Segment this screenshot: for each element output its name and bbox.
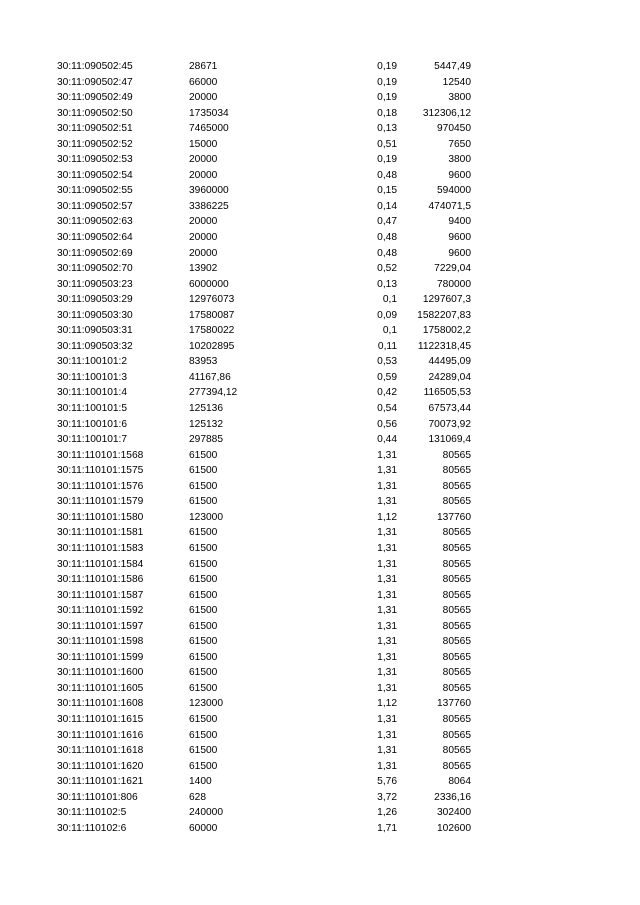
amount-value-cell: 80565 xyxy=(442,496,471,508)
rate-value-cell: 0,14 xyxy=(377,200,397,212)
area-value-cell: 61500 xyxy=(189,682,218,694)
table-row xyxy=(0,121,640,137)
rate-value-cell: 1,31 xyxy=(377,465,397,477)
table-row xyxy=(0,323,640,339)
table-row xyxy=(0,728,640,744)
area-value-cell: 125136 xyxy=(189,403,223,415)
cadastral-number-cell: 30:11:110101:1568 xyxy=(57,449,144,461)
table-row xyxy=(0,696,640,712)
amount-value-cell: 80565 xyxy=(442,605,471,617)
spreadsheet-table xyxy=(0,59,640,836)
rate-value-cell: 0,1 xyxy=(382,325,397,337)
table-row xyxy=(0,494,640,510)
table-row xyxy=(0,261,640,277)
cadastral-number-cell: 30:11:110101:1580 xyxy=(57,511,144,523)
area-value-cell: 61500 xyxy=(189,542,218,554)
area-value-cell: 61500 xyxy=(189,527,218,539)
amount-value-cell: 80565 xyxy=(442,620,471,632)
cadastral-number-cell: 30:11:090502:47 xyxy=(57,76,133,88)
rate-value-cell: 0,59 xyxy=(377,371,397,383)
cadastral-number-cell: 30:11:110101:1576 xyxy=(57,480,144,492)
cadastral-number-cell: 30:11:100101:2 xyxy=(57,356,128,368)
cadastral-number-cell: 30:11:110101:1592 xyxy=(57,605,144,617)
area-value-cell: 7465000 xyxy=(189,123,229,135)
rate-value-cell: 0,19 xyxy=(377,92,397,104)
area-value-cell: 61500 xyxy=(189,480,218,492)
table-row xyxy=(0,790,640,806)
area-value-cell: 61500 xyxy=(189,729,218,741)
amount-value-cell: 80565 xyxy=(442,713,471,725)
cadastral-number-cell: 30:11:110101:806 xyxy=(57,791,138,803)
cadastral-number-cell: 30:11:110101:1581 xyxy=(57,527,144,539)
amount-value-cell: 1582207,83 xyxy=(417,309,471,321)
rate-value-cell: 0,15 xyxy=(377,185,397,197)
area-value-cell: 240000 xyxy=(189,807,223,819)
cadastral-number-cell: 30:11:100101:6 xyxy=(57,418,128,430)
cadastral-number-cell: 30:11:110101:1599 xyxy=(57,651,144,663)
cadastral-number-cell: 30:11:090503:29 xyxy=(57,294,133,306)
table-row xyxy=(0,339,640,355)
area-value-cell: 60000 xyxy=(189,822,218,834)
area-value-cell: 277394,12 xyxy=(189,387,238,399)
rate-value-cell: 0,48 xyxy=(377,232,397,244)
rate-value-cell: 1,12 xyxy=(377,511,397,523)
cadastral-number-cell: 30:11:090502:53 xyxy=(57,154,133,166)
area-value-cell: 125132 xyxy=(189,418,223,430)
area-value-cell: 15000 xyxy=(189,138,218,150)
cadastral-number-cell: 30:11:110101:1598 xyxy=(57,636,144,648)
amount-value-cell: 7650 xyxy=(448,138,471,150)
rate-value-cell: 0,56 xyxy=(377,418,397,430)
table-row xyxy=(0,183,640,199)
area-value-cell: 10202895 xyxy=(189,340,235,352)
rate-value-cell: 0,54 xyxy=(377,403,397,415)
cadastral-number-cell: 30:11:090502:52 xyxy=(57,138,133,150)
cadastral-number-cell: 30:11:090502:50 xyxy=(57,107,133,119)
table-row xyxy=(0,759,640,775)
area-value-cell: 61500 xyxy=(189,620,218,632)
amount-value-cell: 67573,44 xyxy=(428,403,471,415)
amount-value-cell: 9600 xyxy=(448,232,471,244)
amount-value-cell: 9600 xyxy=(448,247,471,259)
table-row xyxy=(0,370,640,386)
rate-value-cell: 0,42 xyxy=(377,387,397,399)
cadastral-number-cell: 30:11:090503:32 xyxy=(57,340,133,352)
cadastral-number-cell: 30:11:090502:49 xyxy=(57,92,133,104)
area-value-cell: 20000 xyxy=(189,216,218,228)
amount-value-cell: 12540 xyxy=(442,76,471,88)
area-value-cell: 61500 xyxy=(189,636,218,648)
rate-value-cell: 0,19 xyxy=(377,154,397,166)
area-value-cell: 17580087 xyxy=(189,309,235,321)
amount-value-cell: 474071,5 xyxy=(428,200,471,212)
amount-value-cell: 80565 xyxy=(442,636,471,648)
amount-value-cell: 80565 xyxy=(442,589,471,601)
table-row xyxy=(0,152,640,168)
rate-value-cell: 1,26 xyxy=(377,807,397,819)
area-value-cell: 83953 xyxy=(189,356,218,368)
area-value-cell: 3960000 xyxy=(189,185,229,197)
table-row xyxy=(0,821,640,837)
area-value-cell: 20000 xyxy=(189,169,218,181)
amount-value-cell: 312306,12 xyxy=(422,107,471,119)
cadastral-number-cell: 30:11:100101:4 xyxy=(57,387,128,399)
rate-value-cell: 1,31 xyxy=(377,713,397,725)
area-value-cell: 61500 xyxy=(189,713,218,725)
area-value-cell: 1735034 xyxy=(189,107,229,119)
amount-value-cell: 2336,16 xyxy=(434,791,471,803)
cadastral-number-cell: 30:11:110101:1587 xyxy=(57,589,144,601)
rate-value-cell: 1,31 xyxy=(377,589,397,601)
table-row xyxy=(0,168,640,184)
rate-value-cell: 1,31 xyxy=(377,620,397,632)
amount-value-cell: 24289,04 xyxy=(428,371,471,383)
area-value-cell: 20000 xyxy=(189,92,218,104)
area-value-cell: 61500 xyxy=(189,589,218,601)
rate-value-cell: 1,71 xyxy=(377,822,397,834)
amount-value-cell: 970450 xyxy=(437,123,471,135)
amount-value-cell: 80565 xyxy=(442,667,471,679)
amount-value-cell: 80565 xyxy=(442,651,471,663)
amount-value-cell: 302400 xyxy=(437,807,471,819)
table-row xyxy=(0,277,640,293)
area-value-cell: 61500 xyxy=(189,449,218,461)
table-row xyxy=(0,199,640,215)
table-row xyxy=(0,603,640,619)
cadastral-number-cell: 30:11:090502:45 xyxy=(57,61,133,72)
cadastral-number-cell: 30:11:100101:7 xyxy=(57,434,128,446)
rate-value-cell: 0,11 xyxy=(377,340,397,352)
table-row xyxy=(0,665,640,681)
rate-value-cell: 1,31 xyxy=(377,682,397,694)
amount-value-cell: 80565 xyxy=(442,527,471,539)
area-value-cell: 61500 xyxy=(189,574,218,586)
cadastral-number-cell: 30:11:090502:69 xyxy=(57,247,133,259)
amount-value-cell: 780000 xyxy=(437,278,471,290)
area-value-cell: 17580022 xyxy=(189,325,235,337)
table-row xyxy=(0,774,640,790)
area-value-cell: 6000000 xyxy=(189,278,229,290)
rate-value-cell: 1,31 xyxy=(377,449,397,461)
cadastral-number-cell: 30:11:110101:1579 xyxy=(57,496,144,508)
amount-value-cell: 80565 xyxy=(442,542,471,554)
cadastral-number-cell: 30:11:110101:1618 xyxy=(57,745,144,757)
rate-value-cell: 0,19 xyxy=(377,61,397,72)
rate-value-cell: 1,31 xyxy=(377,574,397,586)
rate-value-cell: 0,19 xyxy=(377,76,397,88)
rate-value-cell: 1,31 xyxy=(377,558,397,570)
amount-value-cell: 137760 xyxy=(437,511,471,523)
area-value-cell: 61500 xyxy=(189,667,218,679)
area-value-cell: 41167,86 xyxy=(189,371,231,383)
amount-value-cell: 80565 xyxy=(442,558,471,570)
table-row xyxy=(0,588,640,604)
table-row xyxy=(0,463,640,479)
table-row xyxy=(0,743,640,759)
amount-value-cell: 9600 xyxy=(448,169,471,181)
cadastral-number-cell: 30:11:110101:1586 xyxy=(57,574,144,586)
rate-value-cell: 0,09 xyxy=(377,309,397,321)
area-value-cell: 61500 xyxy=(189,760,218,772)
cadastral-number-cell: 30:11:090502:63 xyxy=(57,216,133,228)
cadastral-number-cell: 30:11:090502:54 xyxy=(57,169,133,181)
table-row xyxy=(0,75,640,91)
table-row xyxy=(0,246,640,262)
rate-value-cell: 0,52 xyxy=(377,263,397,275)
area-value-cell: 628 xyxy=(189,791,206,803)
rate-value-cell: 0,13 xyxy=(377,123,397,135)
amount-value-cell: 8064 xyxy=(448,776,471,788)
amount-value-cell: 594000 xyxy=(437,185,471,197)
rate-value-cell: 0,53 xyxy=(377,356,397,368)
amount-value-cell: 1122318,45 xyxy=(417,340,471,352)
area-value-cell: 12976073 xyxy=(189,294,235,306)
amount-value-cell: 80565 xyxy=(442,449,471,461)
cadastral-number-cell: 30:11:110101:1600 xyxy=(57,667,144,679)
amount-value-cell: 116505,53 xyxy=(423,387,471,399)
table-row xyxy=(0,385,640,401)
rate-value-cell: 3,72 xyxy=(377,791,397,803)
table-row xyxy=(0,572,640,588)
amount-value-cell: 44495,09 xyxy=(428,356,471,368)
cadastral-number-cell: 30:11:110101:1575 xyxy=(57,465,144,477)
table-row xyxy=(0,230,640,246)
cadastral-number-cell: 30:11:090502:64 xyxy=(57,232,133,244)
amount-value-cell: 80565 xyxy=(442,682,471,694)
area-value-cell: 61500 xyxy=(189,465,218,477)
amount-value-cell: 3800 xyxy=(448,154,471,166)
table-row xyxy=(0,805,640,821)
amount-value-cell: 1297607,3 xyxy=(422,294,471,306)
cadastral-number-cell: 30:11:090502:55 xyxy=(57,185,133,197)
cadastral-number-cell: 30:11:110102:5 xyxy=(57,807,127,819)
cadastral-number-cell: 30:11:110101:1584 xyxy=(57,558,144,570)
rate-value-cell: 1,31 xyxy=(377,542,397,554)
cadastral-number-cell: 30:11:110102:6 xyxy=(57,822,127,834)
amount-value-cell: 5447,49 xyxy=(434,61,471,72)
table-row xyxy=(0,292,640,308)
area-value-cell: 61500 xyxy=(189,651,218,663)
table-row xyxy=(0,401,640,417)
area-value-cell: 61500 xyxy=(189,605,218,617)
table-row xyxy=(0,432,640,448)
cadastral-number-cell: 30:11:090502:51 xyxy=(57,123,133,135)
cadastral-number-cell: 30:11:110101:1620 xyxy=(57,760,144,772)
table-row xyxy=(0,137,640,153)
cadastral-number-cell: 30:11:090502:57 xyxy=(57,200,133,212)
table-row xyxy=(0,681,640,697)
area-value-cell: 20000 xyxy=(189,247,218,259)
amount-value-cell: 80565 xyxy=(442,465,471,477)
cadastral-number-cell: 30:11:090502:70 xyxy=(57,263,133,275)
area-value-cell: 28671 xyxy=(189,61,218,72)
rate-value-cell: 1,31 xyxy=(377,480,397,492)
cadastral-number-cell: 30:11:110101:1605 xyxy=(57,682,144,694)
cadastral-number-cell: 30:11:110101:1597 xyxy=(57,620,144,632)
cadastral-number-cell: 30:11:110101:1621 xyxy=(57,776,144,788)
cadastral-number-cell: 30:11:090503:30 xyxy=(57,309,133,321)
rate-value-cell: 1,12 xyxy=(377,698,397,710)
area-value-cell: 61500 xyxy=(189,745,218,757)
table-row xyxy=(0,650,640,666)
table-row xyxy=(0,106,640,122)
table-row xyxy=(0,557,640,573)
area-value-cell: 66000 xyxy=(189,76,218,88)
table-row xyxy=(0,308,640,324)
amount-value-cell: 131069,4 xyxy=(428,434,471,446)
table-row xyxy=(0,354,640,370)
area-value-cell: 297885 xyxy=(189,434,223,446)
table-row xyxy=(0,634,640,650)
area-value-cell: 20000 xyxy=(189,154,218,166)
cadastral-number-cell: 30:11:100101:5 xyxy=(57,403,128,415)
rate-value-cell: 1,31 xyxy=(377,651,397,663)
amount-value-cell: 7229,04 xyxy=(434,263,471,275)
rate-value-cell: 1,31 xyxy=(377,667,397,679)
rate-value-cell: 1,31 xyxy=(377,745,397,757)
rate-value-cell: 1,31 xyxy=(377,636,397,648)
amount-value-cell: 137760 xyxy=(437,698,471,710)
cadastral-number-cell: 30:11:110101:1583 xyxy=(57,542,144,554)
rate-value-cell: 1,31 xyxy=(377,527,397,539)
table-row xyxy=(0,541,640,557)
table-row xyxy=(0,214,640,230)
cadastral-number-cell: 30:11:110101:1608 xyxy=(57,698,144,710)
cadastral-number-cell: 30:11:110101:1615 xyxy=(57,713,144,725)
amount-value-cell: 102600 xyxy=(437,822,471,834)
rate-value-cell: 0,51 xyxy=(377,138,397,150)
area-value-cell: 20000 xyxy=(189,232,218,244)
area-value-cell: 13902 xyxy=(189,263,218,275)
table-row xyxy=(0,619,640,635)
table-row xyxy=(0,712,640,728)
rate-value-cell: 0,44 xyxy=(377,434,397,446)
area-value-cell: 3386225 xyxy=(189,200,229,212)
table-row xyxy=(0,510,640,526)
rate-value-cell: 1,31 xyxy=(377,496,397,508)
table-row xyxy=(0,90,640,106)
amount-value-cell: 9400 xyxy=(448,216,471,228)
table-row xyxy=(0,448,640,464)
cadastral-number-cell: 30:11:100101:3 xyxy=(57,371,128,383)
rate-value-cell: 0,48 xyxy=(377,247,397,259)
table-row xyxy=(0,525,640,541)
rate-value-cell: 0,18 xyxy=(377,107,397,119)
amount-value-cell: 80565 xyxy=(442,574,471,586)
rate-value-cell: 0,48 xyxy=(377,169,397,181)
rate-value-cell: 1,31 xyxy=(377,729,397,741)
area-value-cell: 123000 xyxy=(189,698,223,710)
amount-value-cell: 3800 xyxy=(448,92,471,104)
rate-value-cell: 1,31 xyxy=(377,605,397,617)
area-value-cell: 123000 xyxy=(189,511,223,523)
rate-value-cell: 5,76 xyxy=(377,776,397,788)
table-row xyxy=(0,479,640,495)
area-value-cell: 61500 xyxy=(189,558,218,570)
amount-value-cell: 80565 xyxy=(442,745,471,757)
area-value-cell: 61500 xyxy=(189,496,218,508)
amount-value-cell: 80565 xyxy=(442,480,471,492)
amount-value-cell: 80565 xyxy=(442,729,471,741)
rate-value-cell: 0,47 xyxy=(377,216,397,228)
rate-value-cell: 0,13 xyxy=(377,278,397,290)
cadastral-number-cell: 30:11:110101:1616 xyxy=(57,729,144,741)
rate-value-cell: 0,1 xyxy=(382,294,397,306)
table-row xyxy=(0,417,640,433)
area-value-cell: 1400 xyxy=(189,776,212,788)
table-row xyxy=(0,59,640,75)
amount-value-cell: 1758002,2 xyxy=(422,325,471,337)
amount-value-cell: 80565 xyxy=(442,760,471,772)
cadastral-number-cell: 30:11:090503:23 xyxy=(57,278,133,290)
rate-value-cell: 1,31 xyxy=(377,760,397,772)
amount-value-cell: 70073,92 xyxy=(428,418,471,430)
cadastral-number-cell: 30:11:090503:31 xyxy=(57,325,133,337)
